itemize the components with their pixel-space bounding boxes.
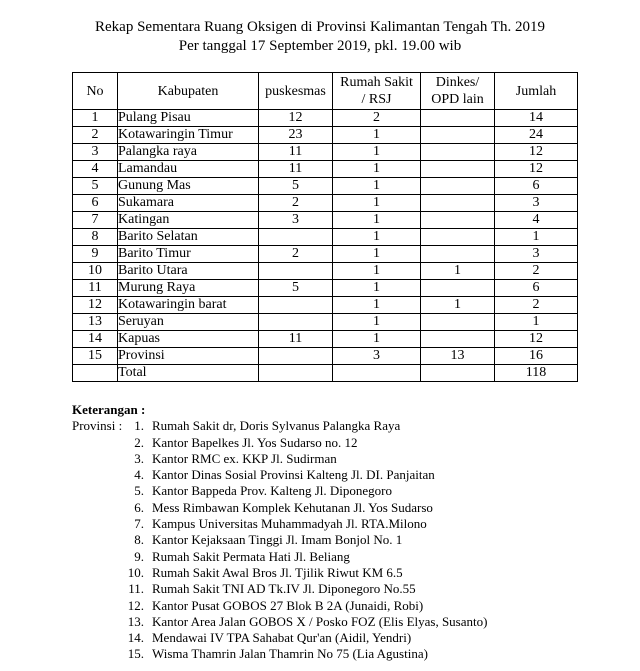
row-puskesmas: 3 <box>259 212 333 229</box>
row-rumah-sakit: 1 <box>333 161 421 178</box>
header-dinkes-line2: OPD lain <box>431 92 484 107</box>
note-item <box>72 630 487 646</box>
row-kabupaten: Kapuas <box>118 331 259 348</box>
note-number: 4. <box>134 467 144 483</box>
note-text: Kantor Kejaksaan Tinggi Jl. Imam Bonjol No. 1 <box>152 532 403 548</box>
document-title: Rekap Sementara Ruang Oksigen di Provinsi Kalimantan Tengah Th. 2019 <box>95 19 545 35</box>
note-text: Kantor Dinas Sosial Provinsi Kalteng Jl. DI. Panjaitan <box>152 467 435 483</box>
row-no: 8 <box>73 229 118 246</box>
table-body <box>73 110 578 365</box>
total-puskesmas-cell <box>259 365 333 382</box>
row-jumlah: 1 <box>495 229 578 246</box>
row-rumah-sakit: 3 <box>333 348 421 365</box>
total-rs-cell <box>333 365 421 382</box>
row-puskesmas: 11 <box>259 331 333 348</box>
header-jumlah: Jumlah <box>495 73 578 110</box>
header-dinkes-line1: Dinkes/ <box>435 75 480 90</box>
note-number: 8. <box>134 532 144 548</box>
row-rumah-sakit: 1 <box>333 331 421 348</box>
row-rumah-sakit: 1 <box>333 212 421 229</box>
note-text: Kantor Bappeda Prov. Kalteng Jl. Diponegoro <box>152 483 392 499</box>
row-puskesmas <box>259 263 333 280</box>
table-row <box>73 178 578 195</box>
row-jumlah: 12 <box>495 161 578 178</box>
note-item <box>72 418 487 434</box>
note-indent <box>72 483 124 499</box>
row-dinkes <box>421 331 495 348</box>
note-indent <box>72 532 124 548</box>
note-number: 3. <box>134 450 144 466</box>
row-kabupaten: Gunung Mas <box>118 178 259 195</box>
row-no: 9 <box>73 246 118 263</box>
row-jumlah: 12 <box>495 144 578 161</box>
note-text: Rumah Sakit Awal Bros Jl. Tjilik Riwut KM 6.5 <box>152 564 403 580</box>
row-jumlah: 14 <box>495 110 578 127</box>
row-kabupaten: Kotawaringin barat <box>118 297 259 314</box>
note-text: Mendawai IV TPA Sahabat Qur'an (Aidil, Yendri) <box>152 630 412 646</box>
note-text: Kantor Pusat GOBOS 27 Blok B 2A (Junaidi, Robi) <box>152 597 424 613</box>
note-text: Rumah Sakit TNI AD Tk.IV Jl. Diponegoro No.55 <box>152 581 416 597</box>
row-jumlah: 24 <box>495 127 578 144</box>
row-dinkes: 13 <box>421 348 495 365</box>
row-dinkes <box>421 314 495 331</box>
row-dinkes <box>421 144 495 161</box>
note-text: Kantor Area Jalan GOBOS X / Posko FOZ (Elis Elyas, Susanto) <box>152 613 488 629</box>
note-item <box>72 516 487 532</box>
row-dinkes: 1 <box>421 297 495 314</box>
row-no: 14 <box>73 331 118 348</box>
row-no: 5 <box>73 178 118 195</box>
row-rumah-sakit: 1 <box>333 280 421 297</box>
note-item <box>72 581 487 597</box>
notes-list <box>72 418 487 662</box>
row-jumlah: 16 <box>495 348 578 365</box>
row-dinkes <box>421 212 495 229</box>
row-kabupaten: Seruyan <box>118 314 259 331</box>
note-text: Kantor Bapelkes Jl. Yos Sudarso no. 12 <box>152 434 358 450</box>
table-row <box>73 212 578 229</box>
row-rumah-sakit: 1 <box>333 297 421 314</box>
table-row <box>73 161 578 178</box>
row-jumlah: 1 <box>495 314 578 331</box>
note-number: 14. <box>127 630 144 646</box>
row-no: 2 <box>73 127 118 144</box>
row-kabupaten: Sukamara <box>118 195 259 212</box>
note-item <box>72 451 487 467</box>
note-item <box>72 565 487 581</box>
row-no: 15 <box>73 348 118 365</box>
table-row <box>73 127 578 144</box>
note-indent <box>72 435 124 451</box>
row-dinkes <box>421 161 495 178</box>
row-dinkes <box>421 280 495 297</box>
note-indent <box>72 646 124 662</box>
total-value: 118 <box>495 365 578 382</box>
row-dinkes <box>421 246 495 263</box>
note-item <box>72 483 487 499</box>
row-no: 1 <box>73 110 118 127</box>
row-rumah-sakit: 2 <box>333 110 421 127</box>
note-indent <box>72 500 124 516</box>
table-row <box>73 314 578 331</box>
header-puskesmas: puskesmas <box>259 73 333 110</box>
note-indent <box>72 451 124 467</box>
table-row <box>73 144 578 161</box>
row-kabupaten: Palangka raya <box>118 144 259 161</box>
note-item <box>72 435 487 451</box>
row-puskesmas <box>259 348 333 365</box>
note-item <box>72 549 487 565</box>
table-row <box>73 110 578 127</box>
note-text: Kampus Universitas Muhammadyah Jl. RTA.Milono <box>152 516 427 532</box>
row-puskesmas: 2 <box>259 195 333 212</box>
row-rumah-sakit: 1 <box>333 195 421 212</box>
header-rumah-sakit-line1: Rumah Sakit <box>340 75 413 90</box>
row-rumah-sakit: 1 <box>333 178 421 195</box>
row-rumah-sakit: 1 <box>333 229 421 246</box>
table-row <box>73 297 578 314</box>
table-row <box>73 246 578 263</box>
note-indent <box>72 614 124 630</box>
row-rumah-sakit: 1 <box>333 127 421 144</box>
row-jumlah: 6 <box>495 178 578 195</box>
note-number: 10. <box>127 564 144 580</box>
total-label: Total <box>118 365 259 382</box>
oxygen-room-table <box>72 72 578 382</box>
row-puskesmas <box>259 297 333 314</box>
row-jumlah: 3 <box>495 195 578 212</box>
note-text: Kantor RMC ex. KKP Jl. Sudirman <box>152 450 337 466</box>
row-kabupaten: Murung Raya <box>118 280 259 297</box>
row-kabupaten: Barito Timur <box>118 246 259 263</box>
row-jumlah: 6 <box>495 280 578 297</box>
table-header-row <box>73 73 578 110</box>
note-number: 12. <box>127 597 144 613</box>
note-indent <box>72 549 124 565</box>
note-item <box>72 532 487 548</box>
note-item <box>72 467 487 483</box>
row-jumlah: 12 <box>495 331 578 348</box>
note-text: Rumah Sakit dr, Doris Sylvanus Palangka Raya <box>152 418 401 434</box>
row-dinkes <box>421 110 495 127</box>
row-puskesmas: 12 <box>259 110 333 127</box>
row-kabupaten: Kotawaringin Timur <box>118 127 259 144</box>
row-jumlah: 4 <box>495 212 578 229</box>
row-no: 13 <box>73 314 118 331</box>
row-puskesmas: 5 <box>259 280 333 297</box>
notes-section <box>72 402 487 663</box>
note-item <box>72 646 487 662</box>
row-puskesmas: 2 <box>259 246 333 263</box>
note-item <box>72 500 487 516</box>
note-number: 7. <box>134 516 144 532</box>
row-jumlah: 2 <box>495 263 578 280</box>
row-rumah-sakit: 1 <box>333 263 421 280</box>
note-number: 6. <box>134 499 144 515</box>
note-item <box>72 598 487 614</box>
header-kabupaten: Kabupaten <box>118 73 259 110</box>
table-row <box>73 348 578 365</box>
notes-prefix: Provinsi : <box>72 418 123 434</box>
total-row <box>73 365 578 382</box>
note-indent <box>72 581 124 597</box>
note-number: 13. <box>127 613 144 629</box>
table-row <box>73 263 578 280</box>
row-puskesmas <box>259 229 333 246</box>
row-puskesmas: 11 <box>259 144 333 161</box>
notes-heading: Keterangan : <box>72 402 146 417</box>
row-no: 4 <box>73 161 118 178</box>
note-text: Mess Rimbawan Komplek Kehutanan Jl. Yos Sudarso <box>152 499 433 515</box>
note-number: 5. <box>134 483 144 499</box>
row-kabupaten: Barito Utara <box>118 263 259 280</box>
row-no: 6 <box>73 195 118 212</box>
row-dinkes <box>421 195 495 212</box>
row-kabupaten: Provinsi <box>118 348 259 365</box>
row-dinkes <box>421 178 495 195</box>
row-no: 12 <box>73 297 118 314</box>
note-indent <box>72 565 124 581</box>
row-kabupaten: Katingan <box>118 212 259 229</box>
row-puskesmas: 11 <box>259 161 333 178</box>
note-number: 9. <box>134 548 144 564</box>
row-dinkes <box>421 229 495 246</box>
header-no: No <box>73 73 118 110</box>
note-number: 11. <box>128 581 144 597</box>
note-number: 2. <box>134 434 144 450</box>
note-item <box>72 614 487 630</box>
total-dinkes-cell <box>421 365 495 382</box>
note-indent <box>72 516 124 532</box>
row-puskesmas: 23 <box>259 127 333 144</box>
row-kabupaten: Lamandau <box>118 161 259 178</box>
row-dinkes: 1 <box>421 263 495 280</box>
row-no: 7 <box>73 212 118 229</box>
row-rumah-sakit: 1 <box>333 314 421 331</box>
note-number: 15. <box>127 646 144 662</box>
row-no: 3 <box>73 144 118 161</box>
row-no: 10 <box>73 263 118 280</box>
header-dinkes <box>421 73 495 110</box>
row-rumah-sakit: 1 <box>333 144 421 161</box>
table-row <box>73 280 578 297</box>
row-rumah-sakit: 1 <box>333 246 421 263</box>
header-rumah-sakit-line2: / RSJ <box>361 92 392 107</box>
row-kabupaten: Pulang Pisau <box>118 110 259 127</box>
note-text: Wisma Thamrin Jalan Thamrin No 75 (Lia Agustina) <box>152 646 428 662</box>
note-indent <box>72 598 124 614</box>
document-subtitle-date: Per tanggal 17 September 2019, pkl. 19.00 wib <box>178 38 462 54</box>
row-kabupaten: Barito Selatan <box>118 229 259 246</box>
row-no: 11 <box>73 280 118 297</box>
note-number: 1. <box>134 418 144 434</box>
note-indent <box>72 630 124 646</box>
row-puskesmas <box>259 314 333 331</box>
header-rumah-sakit <box>333 73 421 110</box>
note-text: Rumah Sakit Permata Hati Jl. Beliang <box>152 548 350 564</box>
total-no-cell <box>73 365 118 382</box>
row-jumlah: 3 <box>495 246 578 263</box>
table-row <box>73 195 578 212</box>
row-puskesmas: 5 <box>259 178 333 195</box>
row-jumlah: 2 <box>495 297 578 314</box>
note-indent <box>72 467 124 483</box>
table-row <box>73 331 578 348</box>
row-dinkes <box>421 127 495 144</box>
table-row <box>73 229 578 246</box>
